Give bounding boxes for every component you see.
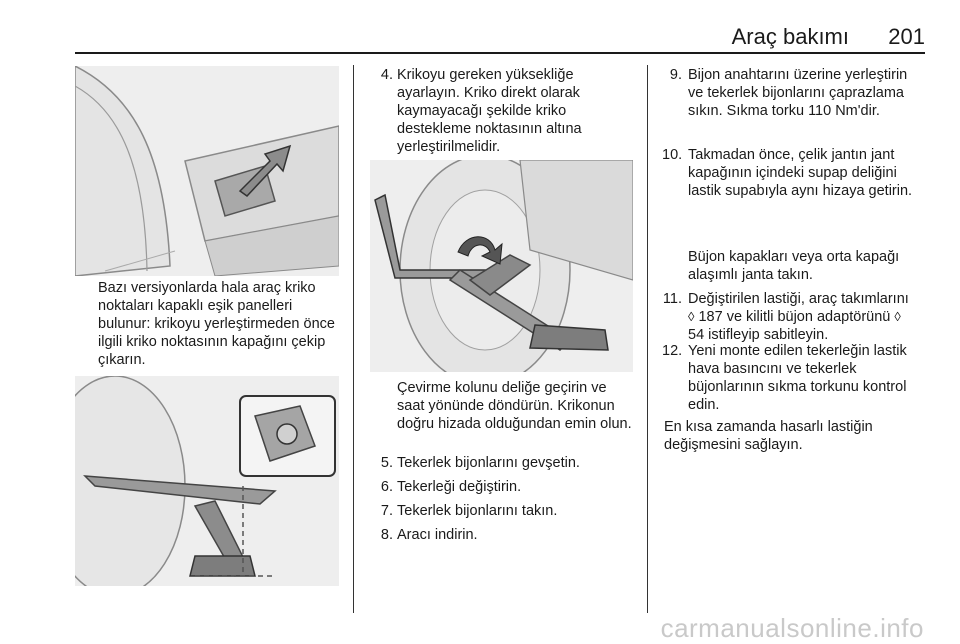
- step-11-text-b: ve kilitli büjon adaptörünü: [726, 309, 891, 325]
- crank-note: Çevirme kolunu deliğe geçirin ve saat yönünde döndürün. Krikonun doğru hizada olduğundan emin olun.: [397, 380, 632, 432]
- column-divider-2: [647, 65, 648, 613]
- column-divider-1: [353, 65, 354, 613]
- sill-jack-cover-drawing: [75, 66, 339, 276]
- page-ref-icon: ◊: [894, 309, 901, 324]
- step-8-text: Aracı indirin.: [397, 527, 478, 543]
- step-10-note: Büjon kapakları veya orta kapağı alaşımlı janta takın.: [688, 249, 900, 283]
- sill-jack-cover-figure: [75, 66, 339, 276]
- step-11-number: 11.: [662, 291, 682, 307]
- step-5: [375, 454, 635, 474]
- step-8: [375, 526, 635, 546]
- crank-handle-figure: [370, 160, 633, 372]
- step-9-text: Bijon anahtarını üzerine yerleştirin ve tekerlek bijonlarını çaprazlama sıkın. Sıkma torku 110 Nm'dir.: [688, 67, 908, 119]
- header-rule: [75, 52, 925, 54]
- section-title: Araç bakımı: [731, 24, 849, 49]
- step-9-number: 9.: [669, 67, 682, 83]
- step-7-text: Tekerlek bijonlarını takın.: [397, 503, 558, 519]
- step-10-text: Takmadan önce, çelik jantın jant kapağının içindeki supap deliğini lastik supabıyla aynı hizaya getirin.: [688, 147, 913, 199]
- page-header: [75, 24, 925, 50]
- sill-cover-caption: Bazı versiyonlarda hala araç kriko noktaları kapaklı eşik panelleri bulunur: krikoyu yerleştirmeden önce ilgili kriko noktasının kapağını çekip çıkarın.: [98, 280, 335, 368]
- crank-handle-drawing: [370, 160, 633, 372]
- step-12-text: Yeni monte edilen tekerleğin lastik hava basıncını ve tekerlek büjonlarının sıkma torkunu kontrol edin.: [688, 343, 907, 413]
- step-6-text: Tekerleği değiştirin.: [397, 479, 522, 495]
- watermark: carmanualsonline.info: [660, 613, 924, 643]
- step-4: [375, 66, 635, 156]
- jack-position-drawing: [75, 376, 339, 586]
- jack-position-figure: [75, 376, 339, 586]
- step-11-text-a: Değiştirilen lastiği, araç takımlarını: [688, 291, 909, 307]
- step-7-number: 7.: [380, 503, 393, 519]
- step-6: [375, 478, 635, 498]
- step-10: [662, 146, 927, 246]
- step-11-text-c: istifleyip sabitleyin.: [708, 327, 829, 343]
- page-number: 201: [888, 24, 925, 49]
- step-5-text: Tekerlek bijonlarını gevşetin.: [397, 455, 580, 471]
- closing-note: En kısa zamanda hasarlı lastiğin değişmesini sağlayın.: [664, 419, 873, 453]
- step-8-number: 8.: [380, 527, 393, 543]
- step-5-number: 5.: [380, 455, 393, 471]
- step-10-number: 10.: [662, 147, 683, 163]
- step-9: [662, 66, 927, 142]
- page-ref-54[interactable]: 54: [688, 327, 705, 343]
- step-11-text: [688, 290, 916, 344]
- step-12-number: 12.: [662, 343, 683, 359]
- step-6-number: 6.: [380, 479, 393, 495]
- step-12: [662, 342, 927, 418]
- page-ref-icon: ◊: [688, 309, 695, 324]
- step-7: [375, 502, 635, 522]
- step-4-text: Krikoyu gereken yüksekliğe ayarlayın. Kriko direkt olarak kaymayacağı şekilde kriko destekleme noktasının altına yerleştirilmelidir.: [397, 67, 582, 155]
- step-4-number: 4.: [380, 67, 393, 83]
- page-ref-187[interactable]: 187: [698, 309, 723, 325]
